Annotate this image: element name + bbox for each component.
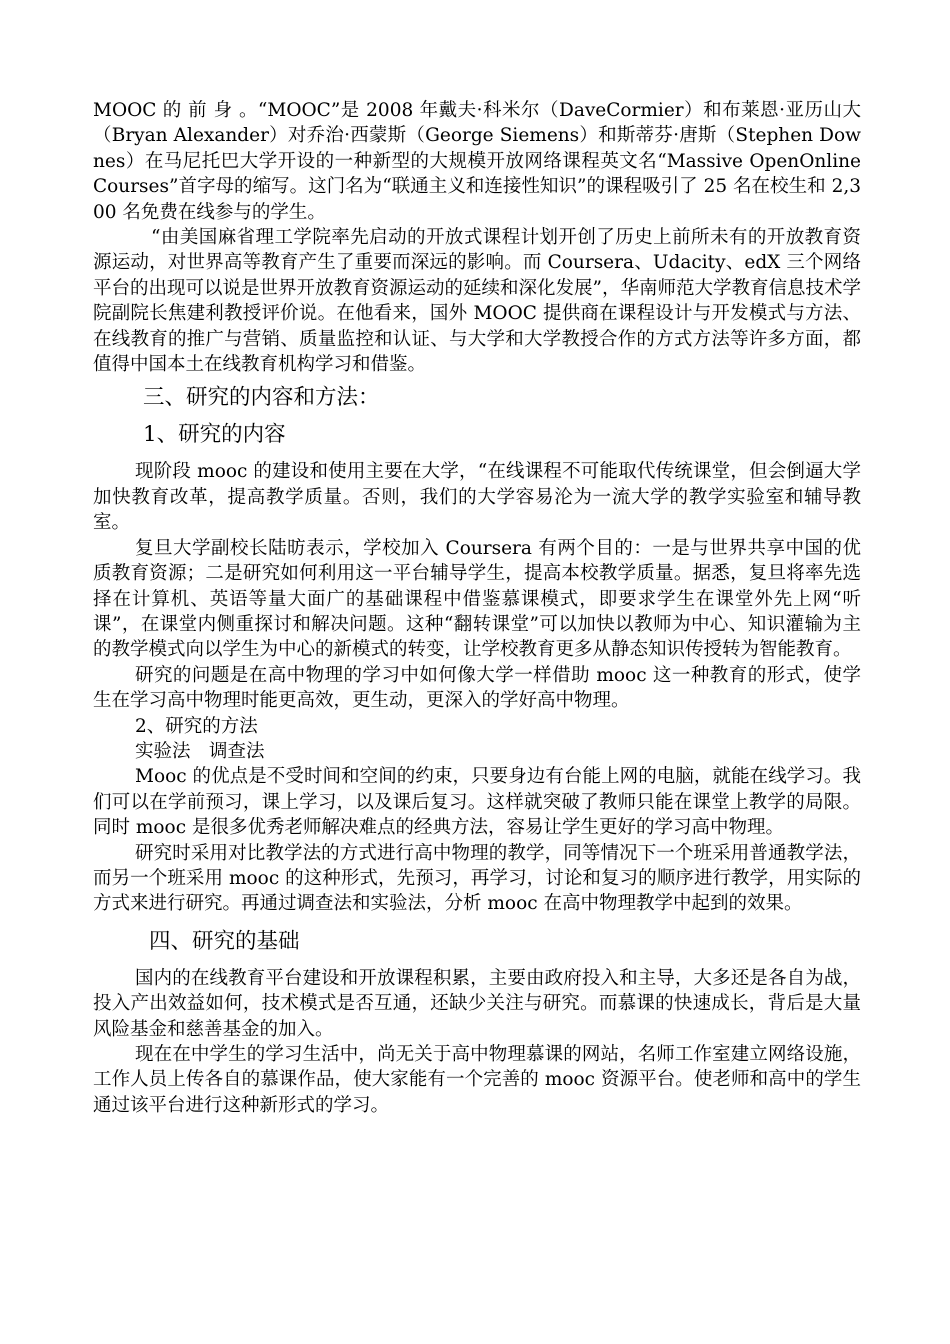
subsection-heading-research-method: 2、研究的方法	[135, 715, 258, 737]
subsection-heading-research-content: 1、研究的内容	[143, 422, 286, 448]
paragraph-mooc-origin: MOOC 的 前 身 。“MOOC”是 2008 年戴夫·科米尔（DaveCormier）和布莱恩·亚历山大（Bryan Alexander）对乔治·西蒙斯（George Siemens）和斯蒂芬·唐斯（Stephen Downes）在马尼托巴大学开设的一种新型的大规模开放网络课程英文名“Massive OpenOnline Courses”首字母的缩写。这门名为“联通主义和连接性知识”的课程吸引了 25 名在校生和 2,300 名免费在线参与的学生。	[93, 100, 861, 223]
paragraph-domestic-platforms: 国内的在线教育平台建设和开放课程积累，主要由政府投入和主导，大多还是各自为战，投入产出效益如何，技术模式是否互通，还缺少关注与研究。而慕课的快速成长，背后是大量风险基金和慈善基金的加入。	[93, 967, 861, 1040]
section-heading-research-basis: 四、研究的基础	[149, 928, 300, 954]
research-methods-list: 实验法 调查法	[135, 740, 265, 762]
paragraph-current-mooc: 现阶段 mooc 的建设和使用主要在大学，“在线课程不可能取代传统课堂，但会倒逼大学加快教育改革，提高教学质量。否则，我们的大学容易沦为一流大学的教学实验室和辅导教室。	[93, 461, 861, 534]
document-page	[93, 98, 861, 1118]
paragraph-fudan-coursera: 复旦大学副校长陆昉表示，学校加入 Coursera 有两个目的：一是与世界共享中国的优质教育资源；二是研究如何利用这一平台辅导学生，提高本校教学质量。据悉，复旦将率先选择在计算机、英语等量大面广的基础课程中借鉴慕课模式，即要求学生在课堂外先上网“听课”，在课堂内侧重探讨和解决问题。这种“翻转课堂”可以加快以教师为中心、知识灌输为主的教学模式向以学生为中心的新模式的转变，让学校教育更多从静态知识传授转为智能教育。	[93, 537, 861, 661]
section-heading-research-content-methods: 三、研究的内容和方法：	[143, 385, 380, 411]
paragraph-high-school-mooc: 现在在中学生的学习生活中，尚无关于高中物理慕课的网站，名师工作室建立网络设施，工作人员上传各自的慕课作品，使大家能有一个完善的 mooc 资源平台。使老师和高中的学生通过该平台进行这种新形式的学习。	[93, 1044, 861, 1116]
paragraph-research-question: 研究的问题是在高中物理的学习中如何像大学一样借助 mooc 这一种教育的形式，使学生在学习高中物理时能更高效，更生动，更深入的学好高中物理。	[93, 664, 861, 712]
paragraph-comparative-teaching: 研究时采用对比教学法的方式进行高中物理的教学，同等情况下一个班采用普通教学法，而另一个班采用 mooc 的这种形式，先预习，再学习，讨论和复习的顺序进行教学，用实际的方式来进行研究。再通过调查法和实验法，分析 mooc 在高中物理教学中起到的效果。	[93, 842, 861, 915]
paragraph-mit-open-courseware: “由美国麻省理工学院率先启动的开放式课程计划开创了历史上前所未有的开放教育资源运动，对世界高等教育产生了重要而深远的影响。而 Coursera、Udacity、edX 三个网络平台的出现可以说是世界开放教育资源运动的延续和深化发展”，华南师范大学教育信息技术学院副院长焦建利教授评价说。在他看来，国外 MOOC 提供商在课程设计与开发模式与方法、在线教育的推广与营销、质量监控和认证、与大学和大学教授合作的方式方法等许多方面，都值得中国本土在线教育机构学习和借鉴。	[93, 227, 861, 376]
paragraph-mooc-advantages: Mooc 的优点是不受时间和空间的约束，只要身边有台能上网的电脑，就能在线学习。我们可以在学前预习，课上学习，以及课后复习。这样就突破了教师只能在课堂上教学的局限。同时 mooc 是很多优秀老师解决难点的经典方法，容易让学生更好的学习高中物理。	[93, 766, 861, 839]
